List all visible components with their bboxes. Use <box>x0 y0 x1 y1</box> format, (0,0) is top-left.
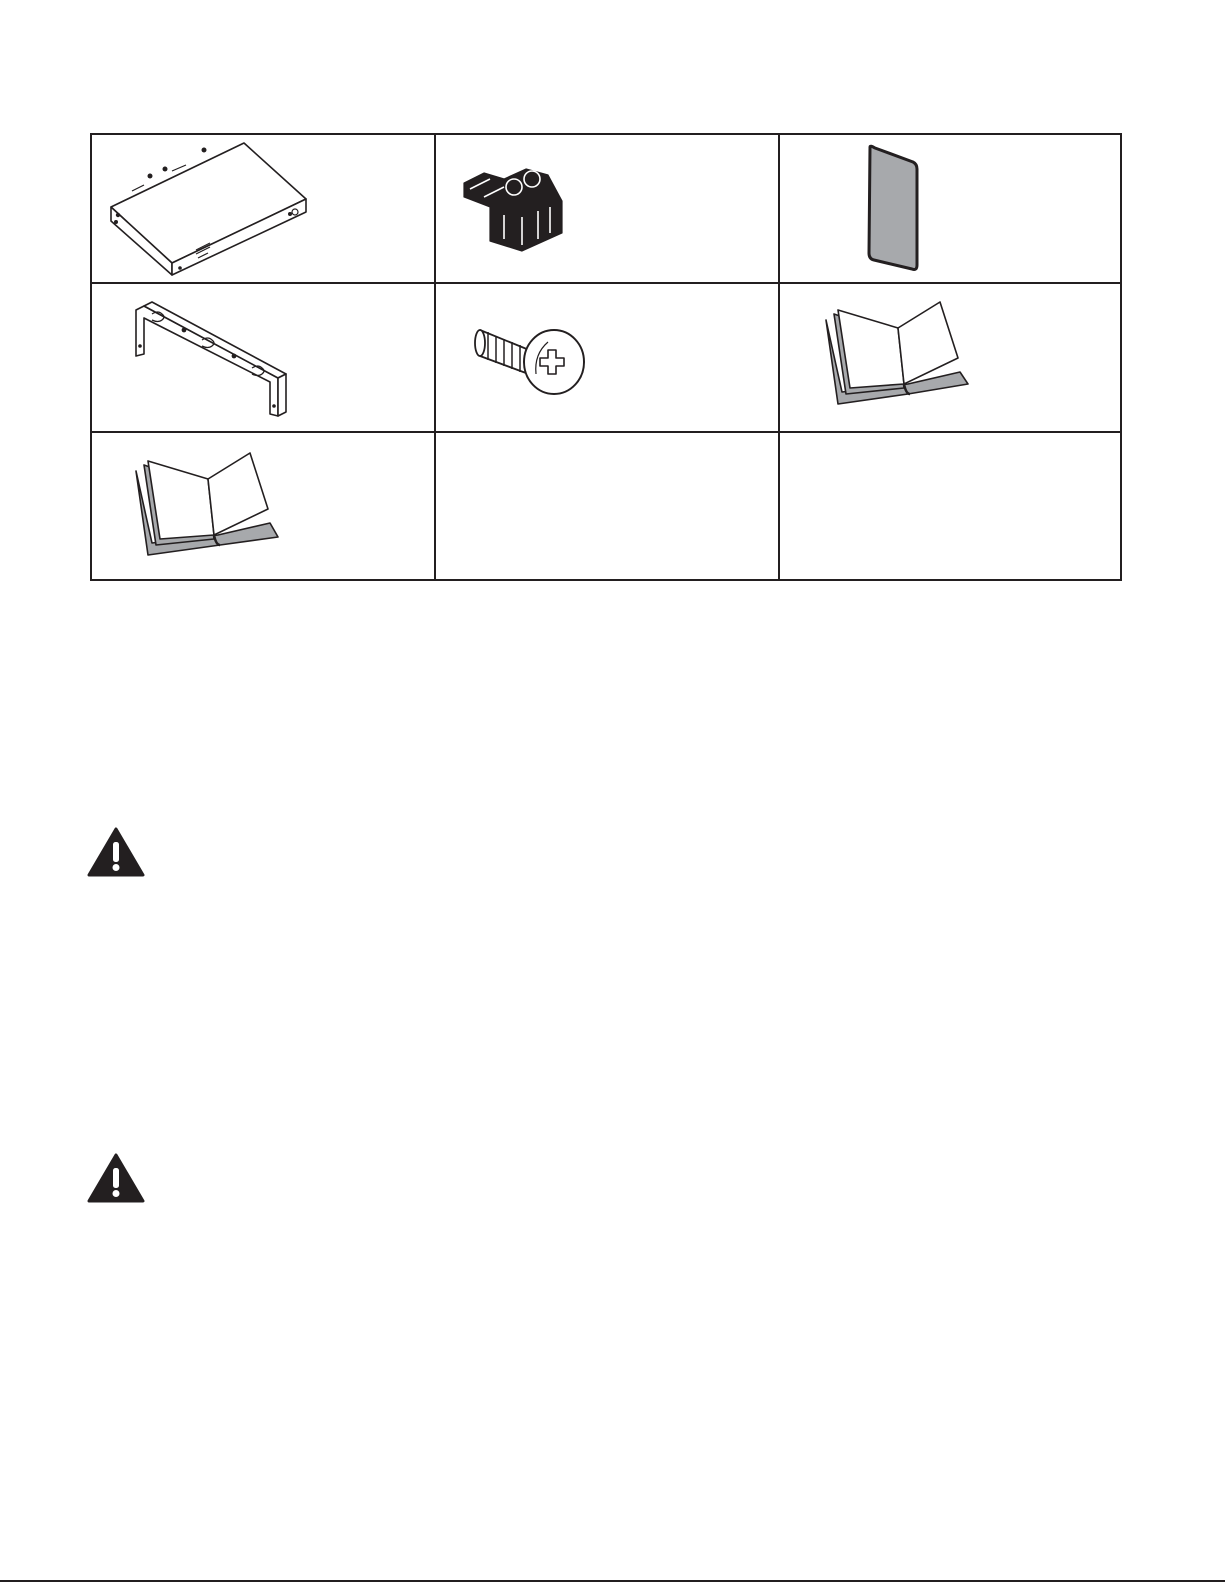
table-cell-manual-2 <box>92 433 436 579</box>
table-cell-pad <box>780 135 1120 284</box>
adhesive-pad-icon <box>780 135 1122 282</box>
table-cell-manual-1 <box>780 284 1120 433</box>
terminal-block-connector-icon <box>436 135 778 282</box>
warning-triangle-icon <box>87 827 145 877</box>
package-contents-table <box>90 133 1122 581</box>
table-cell-connector <box>436 135 780 284</box>
footer-rule <box>0 1580 1225 1582</box>
manual-booklet-icon <box>780 284 1122 431</box>
manual-booklet-icon <box>92 433 434 580</box>
table-cell-empty-2 <box>780 433 1120 579</box>
table-cell-bracket <box>92 284 436 433</box>
mounting-bracket-icon <box>92 284 434 431</box>
warning-triangle-icon <box>87 1153 145 1203</box>
table-cell-screw <box>436 284 780 433</box>
table-cell-device <box>92 135 436 284</box>
table-cell-empty-1 <box>436 433 780 579</box>
phillips-screw-icon <box>436 284 778 431</box>
device-unit-icon <box>92 135 434 282</box>
